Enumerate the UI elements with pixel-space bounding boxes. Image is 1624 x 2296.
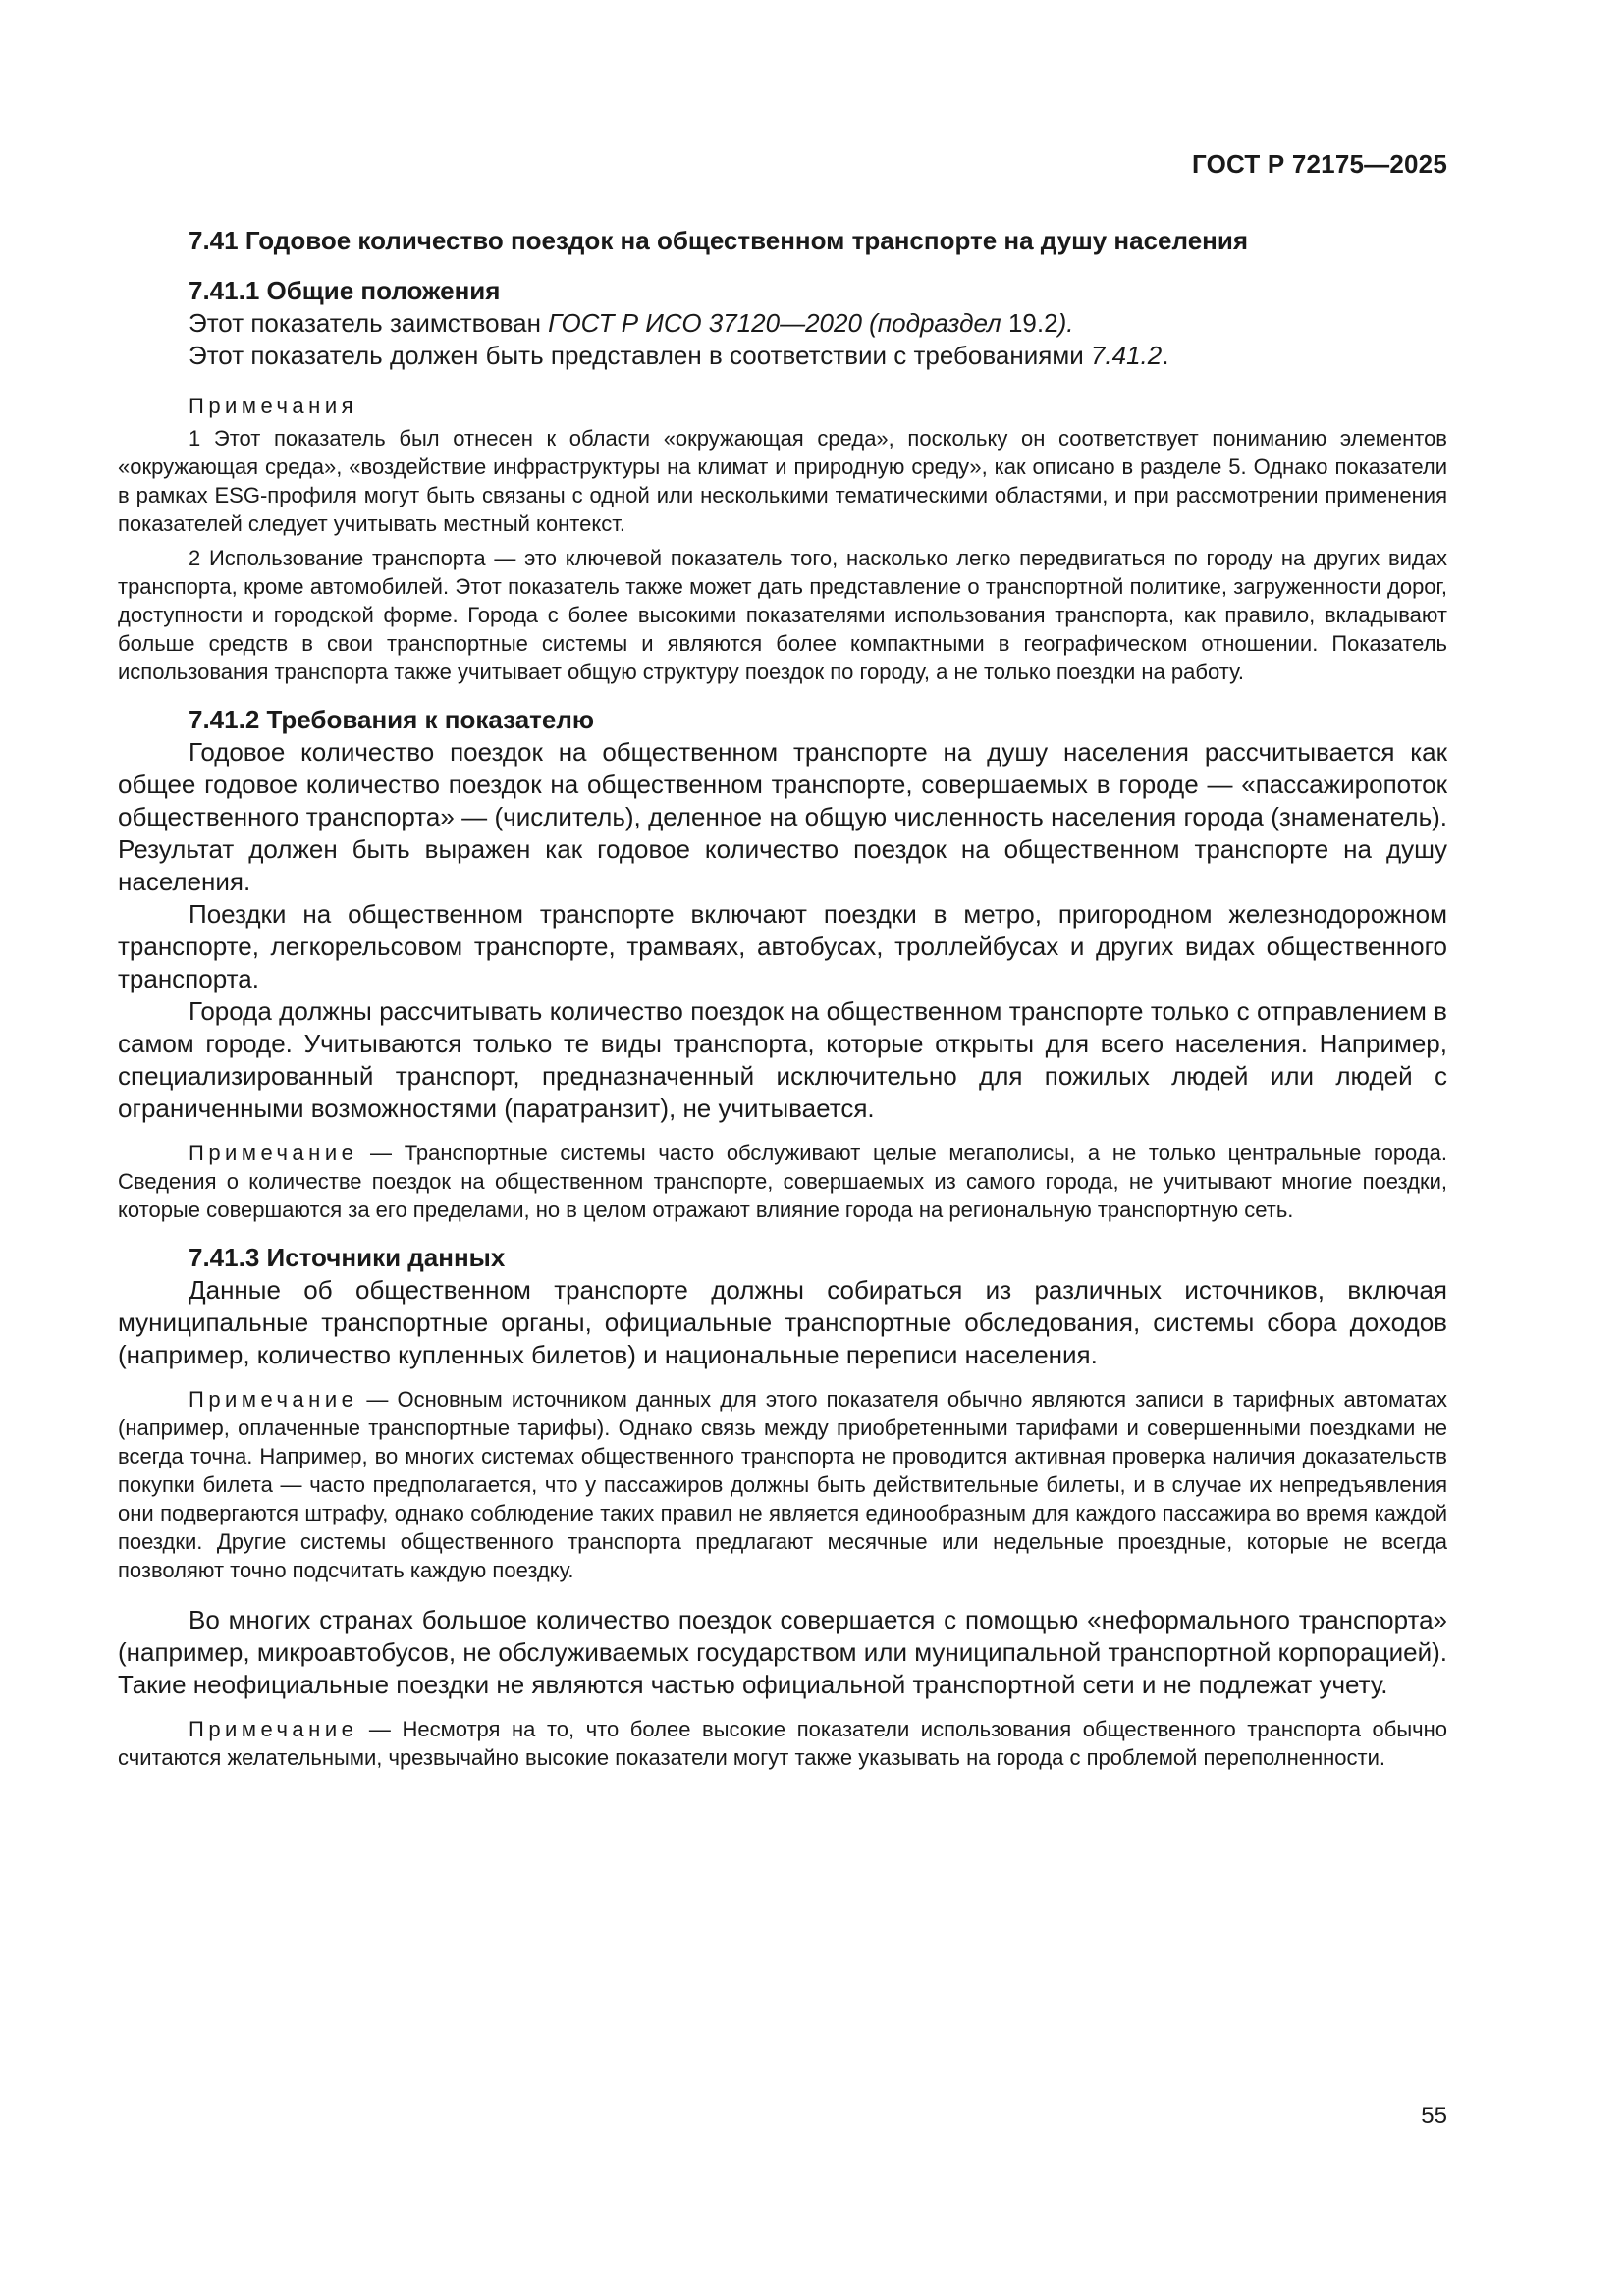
subsection-title-data-sources: 7.41.3 Источники данных bbox=[189, 1243, 506, 1272]
section-title: 7.41 Годовое количество поездок на общественном транспорте на душу населения bbox=[189, 226, 1249, 255]
paragraph-source-text: Этот показатель заимствован bbox=[189, 308, 549, 338]
note-label: Примечание bbox=[189, 1387, 358, 1412]
note-label: Примечание bbox=[189, 1141, 358, 1165]
note-metropolitan bbox=[118, 1139, 1447, 1224]
note-label: Примечание bbox=[189, 1717, 358, 1741]
subsection-title-general: 7.41.1 Общие положения bbox=[189, 276, 501, 305]
paragraph-data-sources: Данные об общественном транспорте должны собираться из различных источников, включая муниципальные транспортные органы, официальные транспортные обследования, системы сбора доходов (например, количество купленных билетов) и национальные переписи населения. bbox=[118, 1275, 1447, 1369]
paragraph-modes: Поездки на общественном транспорте включают поездки в метро, пригородном железнодорожном транспорте, легкорельсовом транспорте, трамваях, автобусах, троллейбусах и других видах общественного транспорта. bbox=[118, 899, 1447, 993]
clause-reference: 7.41.2 bbox=[1090, 341, 1163, 370]
note-text: — Транспортные системы часто обслуживают целые мегаполисы, а не только центральные города. Сведения о количестве поездок на общественном транспорте, совершаемых из самого города, не учитывают многие поездки, которые совершаются за его пределами, но в целом отражают влияние города на региональную транспортную сеть. bbox=[118, 1141, 1447, 1222]
notes-label: Примечания bbox=[189, 394, 358, 418]
document-code: ГОСТ Р 72175—2025 bbox=[1192, 149, 1447, 179]
paragraph-requirement-text: Этот показатель должен быть представлен в соответствии с требованиями bbox=[189, 341, 1091, 370]
note-overcrowding bbox=[118, 1715, 1447, 1772]
paragraph-source bbox=[118, 307, 1447, 340]
note-1: 1 Этот показатель был отнесен к области «окружающая среда», поскольку он соответствует пониманию элементов «окружающая среда», «воздействие инфраструктуры на климат и природную среду», как описано в разделе 5. Однако показатели в рамках ESG-профиля могут быть связаны с одной или несколькими тематическими областями, и при рассмотрении применения показателей следует учитывать местный контекст. bbox=[118, 426, 1447, 536]
paragraph-scope: Города должны рассчитывать количество поездок на общественном транспорте только с отправлением в самом городе. Учитываются только те виды транспорта, которые открыты для всего населения. Например, специализированный транспорт, предназначенный исключительно для пожилых людей или людей с ограниченными возможностями (паратранзит), не учитывается. bbox=[118, 996, 1447, 1123]
note-2: 2 Использование транспорта — это ключевой показатель того, насколько легко передвигаться по городу на других видах транспорта, кроме автомобилей. Этот показатель также может дать представление о транспортной политике, загруженности дорог, доступности и городской форме. Города с более высокими показателями использования транспорта, как правило, вкладывают больше средств в свои транспортные системы и являются более компактными в географическом отношении. Показатель использования транспорта также учитывает общую структуру поездок по городу, а не только поездки на работу. bbox=[118, 546, 1447, 684]
paragraph-requirement bbox=[118, 340, 1447, 372]
paragraph-calculation: Годовое количество поездок на общественном транспорте на душу населения рассчитывается как общее годовое количество поездок на общественном транспорте, совершаемых в городе — «пассажиропоток общественного транспорта» — (числитель), деленное на общую численность населения города (знаменатель). Результат должен быть выражен как годовое количество поездок на общественном транспорте на душу населения. bbox=[118, 737, 1447, 896]
page-content bbox=[118, 224, 1447, 1778]
note-fare-records bbox=[118, 1385, 1447, 1584]
reference-close: ). bbox=[1057, 308, 1074, 338]
subsection-title-requirements: 7.41.2 Требования к показателю bbox=[189, 705, 595, 734]
note-text: — Основным источником данных для этого показателя обычно являются записи в тарифных автоматах (например, оплаченные транспортные тарифы). Однако связь между приобретенными тарифами и совершенными поездками не всегда точна. Например, во многих системах общественного транспорта не проводится активная проверка наличия доказательств покупки билета — часто предполагается, что у пассажиров должны быть действительные билеты, и в случае их непредъявления они подвергаются штрафу, однако соблюдение таких правил не является единообразным для каждого пассажира во время каждой поездки. Другие системы общественного транспорта предлагают месячные или недельные проездные, которые не всегда позволяют точно подсчитать каждую поездку. bbox=[118, 1387, 1447, 1582]
clause-number: 19.2 bbox=[1007, 308, 1058, 338]
page-number: 55 bbox=[1421, 2103, 1447, 2129]
paragraph-requirement-end: . bbox=[1162, 341, 1169, 370]
standard-reference: ГОСТ Р ИСО 37120—2020 (подраздел bbox=[548, 308, 1008, 338]
paragraph-informal-transport: Во многих странах большое количество поездок совершается с помощью «неформального транспорта» (например, микроавтобусов, не обслуживаемых государством или муниципальной транспортной корпорацией). Такие неофициальные поездки не являются частью официальной транспортной сети и не подлежат учету. bbox=[118, 1605, 1447, 1699]
note-text: — Несмотря на то, что более высокие показатели использования общественного транспорта обычно считаются желательными, чрезвычайно высокие показатели могут также указывать на города с проблемой переполненности. bbox=[118, 1717, 1447, 1770]
